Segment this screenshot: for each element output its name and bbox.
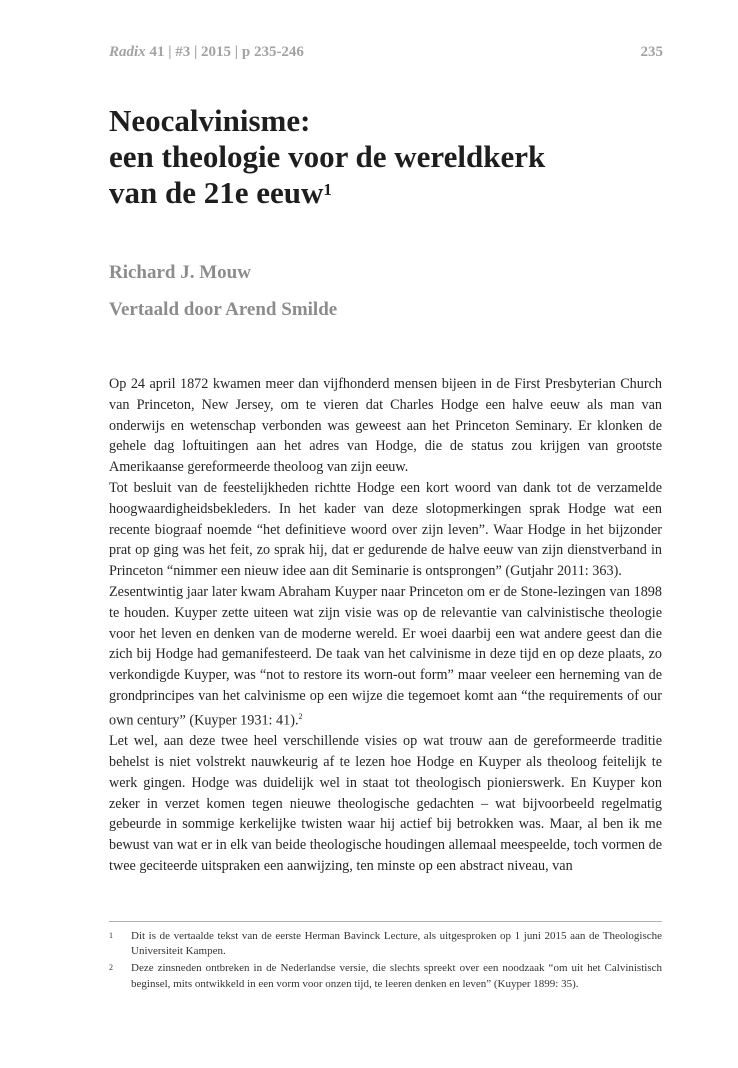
journal-name: Radix [109, 44, 146, 60]
title-line-2: een theologie voor de wereldkerk [109, 139, 546, 174]
title-line-3: van de 21e eeuw [109, 175, 324, 210]
article-body [109, 374, 662, 877]
footnote-number: 2 [109, 963, 113, 973]
page-number: 235 [640, 44, 663, 60]
footnote-number: 1 [109, 931, 113, 940]
running-head [109, 44, 663, 61]
paragraph-4: Let wel, aan deze twee heel verschillende visies op wat trouw aan de gereformeerde traditie behelst is niet volstrekt nauwkeurig af te lezen hoe Hodge en Kuyper als theoloog feitelijk te werk gingen. Hodge was duidelijk wel in staat tot theologisch pionierswerk. En Kuyper kon zeker in verzet komen tegen nieuwe theologische gedachten – wat bijvoorbeeld regelmatig gebeurde in sommige kerkelijke twisten waar hij actief bij betrokken was. Maar, al ben ik me bewust van wat er in elk van beide theologische houdingen allemaal meespeelde, toch vormen de twee geciteerde uitspraken een aanwijzing, ten minste op een abstract niveau, van [109, 733, 662, 875]
footnote-1 [109, 929, 662, 959]
footnote-divider [109, 921, 662, 922]
paragraph-1: Op 24 april 1872 kwamen meer dan vijfhonderd mensen bijeen in de First Presbyterian Church van Princeton, New Jersey, om te vieren dat Charles Hodge een halve eeuw als man van onderwijs en wetenschap verbonden was geweest aan het Princeton Seminary. Er klonken de gehele dag loftuitingen aan het adres van Hodge, die de status zou krijgen van grootste Amerikaanse gereformeerde theoloog van zijn eeuw. [109, 376, 662, 476]
citation: 41 | #3 | 2015 | p 235-246 [145, 44, 304, 60]
paragraph-2: Tot besluit van de feestelijkheden richtte Hodge een kort woord van dank tot de verzamelde hoogwaardigheidsbekleders. In het kader van deze slotopmerkingen sprak Hodge wat een recente biograaf noemde “het definitieve woord over zijn leven”. Waar Hodge in het bijzonder prat op ging was het feit, zo sprak hij, dat er gedurende de halve eeuw van zijn dienstverband in Princeton “nimmer een nieuw idee aan dit Seminarie is ontsprongen” (Gutjahr 2011: 363). [109, 479, 662, 580]
footnote-text: Deze zinsneden ontbreken in de Nederlandse versie, die slechts spreekt over een noodzaak “om uit het Calvinistisch beginsel, mits ontwikkeld in een vorm voor onzen tijd, te leeren denken en leven” (Kuyper 1899: 35). [131, 962, 662, 990]
paragraph-3-text: Zesentwintig jaar later kwam Abraham Kuyper naar Princeton om er de Stone-lezingen van 1898 te houden. Kuyper zette uiteen wat zijn visie was op de relevantie van calvinistische theologie voor het leven en denken van de moderne wereld. Er woei daarbij een wat andere geest dan die zich bij Hodge had gemanifesteerd. De taak van het calvinisme in deze tijd en op deze plaats, zo verkondigde Kuyper, was “not to restore its worn-out form” maar veeleer een herneming van de grondprincipes van het calvinisme op een wijze die tegemoet komt aan “the requirements of our own century” (Kuyper 1931: 41). [109, 583, 662, 729]
footnote-text: Dit is de vertaalde tekst van de eerste Herman Bavinck Lecture, als uitgesproken op 1 juni 2015 aan de Theologische Universiteit Kampen. [131, 930, 662, 958]
article-title [109, 103, 669, 211]
translator-credit: Vertaald door Arend Smilde [109, 299, 338, 320]
title-footnote-mark[interactable]: 1 [323, 180, 332, 199]
title-line-1: Neocalvinisme: [109, 103, 311, 138]
footnote-mark-2[interactable]: 2 [298, 711, 303, 721]
footnote-2 [109, 961, 662, 991]
author-name: Richard J. Mouw [109, 262, 251, 283]
paragraph-3 [109, 582, 662, 731]
footnotes [109, 929, 662, 994]
